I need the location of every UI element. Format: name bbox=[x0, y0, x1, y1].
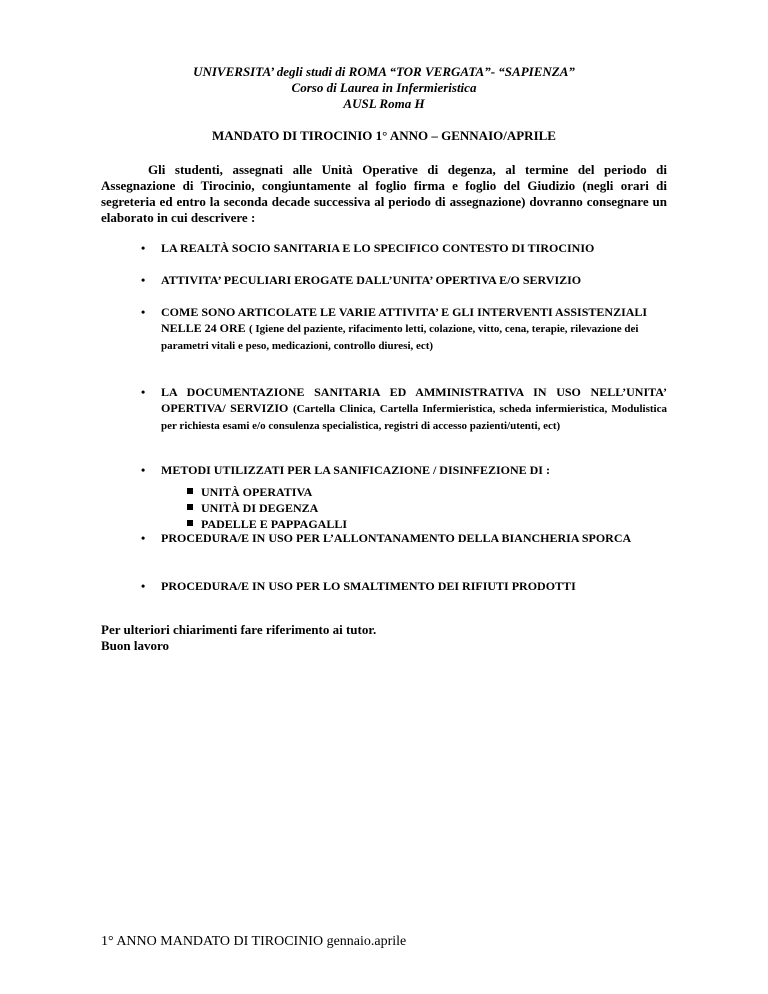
header-university: UNIVERSITA’ degli studi di ROMA “TOR VERGATA”- “SAPIENZA” bbox=[193, 64, 575, 79]
bullet-dot-icon: • bbox=[141, 531, 146, 545]
sub-item bbox=[201, 500, 318, 516]
intro-paragraph: Gli studenti, assegnati alle Unità Operative di degenza, al termine del periodo di Assegnazione di Tirocinio, congiuntamente al foglio firma e foglio del Giudizio (negli orari di segreteria ed entro la seconda decade successiva al periodo di assegnazione) dovranno consegnare un elaborato in cui descrivere : bbox=[101, 162, 667, 225]
bullet-detail: ( Igiene del paziente, rifacimento letti, colazione, vitto, cena, terapie, rilevazione dei parametri vitali e peso, medicazioni, controllo diuresi, ect) bbox=[161, 323, 639, 352]
document-title: MANDATO DI TIROCINIO 1° ANNO – GENNAIO/APRILE bbox=[212, 128, 556, 143]
bullet-dot-icon: • bbox=[141, 241, 146, 255]
bullet-text: ATTIVITA’ PECULIARI EROGATE DALL’UNITA’ OPERTIVA E/O SERVIZIO bbox=[161, 273, 582, 287]
closing-line: Per ulteriori chiarimenti fare riferimento ai tutor. bbox=[101, 622, 377, 637]
bullet-text: PROCEDURA/E IN USO PER L’ALLONTANAMENTO DELLA BIANCHERIA SPORCA bbox=[161, 531, 632, 545]
header-course: Corso di Laurea in Infermieristica bbox=[291, 80, 477, 95]
document-header bbox=[0, 64, 768, 112]
bullet-text: METODI UTILIZZATI PER LA SANIFICAZIONE / DISINFEZIONE DI : bbox=[161, 463, 550, 477]
closing-notes bbox=[101, 622, 376, 654]
sub-item-text: UNITÀ DI DEGENZA bbox=[201, 501, 319, 515]
square-bullet-icon bbox=[187, 488, 193, 494]
bullet-text: LA DOCUMENTAZIONE SANITARIA ED AMMINISTRATIVA IN USO NELL’UNITA’ OPERTIVA/ SERVIZIO bbox=[161, 385, 667, 415]
page-footer: 1° ANNO MANDATO DI TIROCINIO gennaio.aprile bbox=[101, 934, 407, 949]
sub-item bbox=[201, 516, 347, 532]
bullet-dot-icon: • bbox=[141, 305, 146, 319]
bullet-dot-icon: • bbox=[141, 463, 146, 477]
bullet-text: COME SONO ARTICOLATE LE VARIE ATTIVITA’ E GLI INTERVENTI ASSISTENZIALI NELLE 24 ORE bbox=[161, 305, 648, 335]
sub-item-text: PADELLE E PAPPAGALLI bbox=[201, 517, 348, 531]
bullet-text: PROCEDURA/E IN USO PER LO SMALTIMENTO DEI RIFIUTI PRODOTTI bbox=[161, 579, 576, 593]
bullet-dot-icon: • bbox=[141, 273, 146, 287]
bullet-dot-icon: • bbox=[141, 579, 146, 593]
bullet-detail: (Cartella Clinica, Cartella Infermieristica, scheda infermieristica, Modulistica per richiesta esami e/o consulenza specialistica, registri di accesso pazienti/utenti, ect) bbox=[161, 403, 667, 432]
bullet-text: LA REALTÀ SOCIO SANITARIA E LO SPECIFICO CONTESTO DI TIROCINIO bbox=[161, 241, 595, 255]
square-bullet-icon bbox=[187, 504, 193, 510]
closing-line: Buon lavoro bbox=[101, 638, 170, 653]
bullet-dot-icon: • bbox=[141, 385, 146, 399]
square-bullet-icon bbox=[187, 520, 193, 526]
sub-item-text: UNITÀ OPERATIVA bbox=[201, 485, 313, 499]
sub-item bbox=[201, 484, 312, 500]
header-ausl: AUSL Roma H bbox=[343, 96, 425, 111]
